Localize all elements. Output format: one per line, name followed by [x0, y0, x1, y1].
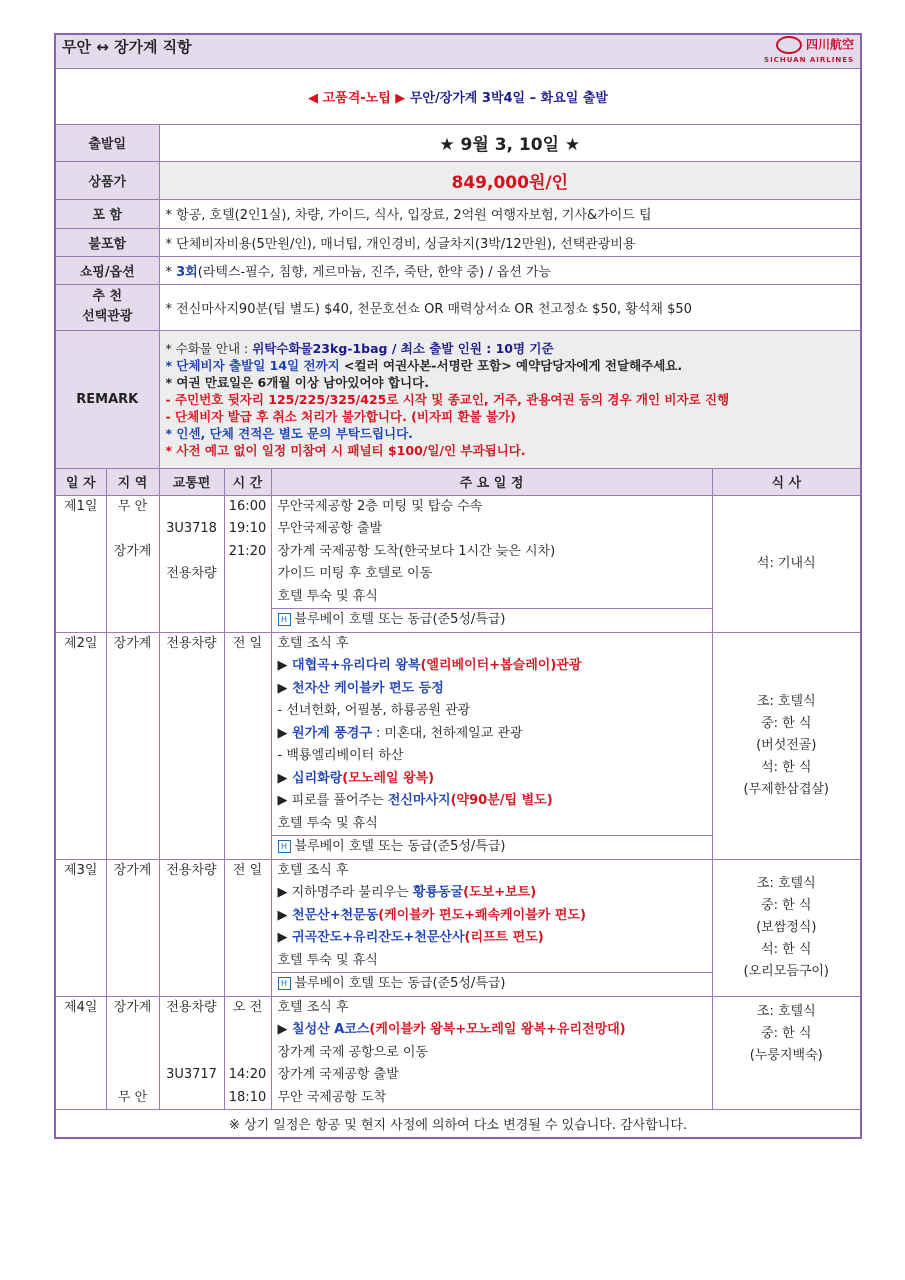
day-plan: 호텔 조식 후 ▶ 지하명주라 불리우는 황룡동굴(도보+보트) ▶ 천문산+천문동(케이블카 편도+쾌속케이블카 편도) ▶ 귀곡잔도+유리잔도+천문산사(리프트 편도) 호텔 투숙 및 휴식 H 블루베이 호텔 또는 동급(준5성/특급): [271, 859, 712, 996]
day-label: 제3일: [64, 862, 98, 878]
day-meals: 조: 호텔식 중: 한 식 (버섯전골) 석: 한 식 (무제한삼겹살): [712, 632, 861, 859]
exclude-label: 불포함: [55, 228, 159, 256]
shopping-value: * 3회(라텍스-필수, 침향, 게르마늄, 진주, 죽탄, 한약 중) / 옵션 가능: [159, 256, 861, 284]
airline-logo: 四川航空 SICHUAN AIRLINES: [764, 37, 855, 65]
remark-line-visa-cancel: - 단체비자 발급 후 취소 처리가 불가합니다. (비자피 환불 불가): [165, 408, 516, 424]
hotel-icon: H: [278, 613, 291, 626]
product-title-row: [55, 68, 861, 124]
include-value: * 항공, 호텔(2인1실), 차량, 가이드, 식사, 입장료, 2억원 여행자보험, 기사&가이드 팁: [159, 199, 861, 228]
remark-row: [55, 330, 861, 468]
day-meals: 조: 호텔식 중: 한 식 (보쌈정식) 석: 한 식 (오리모듬구이): [712, 859, 861, 996]
product-tag: 고품격-노팁: [322, 90, 391, 106]
day-meals: 석: 기내식: [712, 495, 861, 632]
departure-row: [55, 124, 861, 161]
departure-dates: ★ 9월 3, 10일 ★: [159, 124, 861, 161]
day-label: 제4일: [64, 999, 98, 1015]
left-arrow-icon: ◀: [308, 90, 319, 106]
remark-line-passport: * 여권 만료일은 6개월 이상 남아있어야 합니다.: [165, 374, 429, 390]
remark-line-incentive: * 인센, 단체 견적은 별도 문의 부탁드립니다.: [165, 425, 413, 441]
departure-label: 출발일: [55, 124, 159, 161]
remark-content: [159, 330, 861, 468]
day-3-row: 제3일 장가계 전용차량 전 일 호텔 조식 후 ▶ 지하명주라 불리우는 황룡동굴(도보+보트) ▶ 천문산+천문동(케이블카 편도+쾌속케이블카 편도) ▶ 귀곡잔도+유리잔도+천문산사(리프트 편도) 호텔 투숙 및 휴식 H 블루베이 호텔 또는 동급(준5성/특급) 조: 호텔식 중: 한 식 (보쌈정식) 석: 한 식 (오리모듬구이): [55, 859, 861, 996]
exclude-row: [55, 228, 861, 256]
day-plan: 무안국제공항 2층 미팅 및 탑승 수속 무안국제공항 출발 장가계 국제공항 도착(한국보다 1시간 늦은 시차) 가이드 미팅 후 호텔로 이동 호텔 투숙 및 휴식 H 블루베이 호텔 또는 동급(준5성/특급): [271, 495, 712, 632]
day-4-row: 제4일 장가계 무 안 전용차량 3U3717 오 전 14:20 18:10 호텔 조식 후 ▶ 칠성산 A코스(케이블카 왕복+모노레일 왕복+유리전망대) 장가계 국제 공항으로 이동 장가계 국제공항 출발 무안 국제공항 도착 조: 호텔식 중: 한 식 (누룽지백숙): [55, 996, 861, 1110]
price-row: [55, 161, 861, 199]
price-value: 849,000원/인: [159, 161, 861, 199]
col-plan: 주 요 일 정: [271, 468, 712, 495]
hotel-line: H 블루베이 호텔 또는 동급(준5성/특급): [272, 835, 712, 859]
col-place: 지 역: [106, 468, 159, 495]
day-label: 제1일: [64, 498, 98, 514]
col-meal: 식 사: [712, 468, 861, 495]
hotel-icon: H: [278, 977, 291, 990]
itinerary-sheet: [54, 33, 860, 1139]
shopping-count: 3회: [176, 264, 198, 280]
include-label: 포 함: [55, 199, 159, 228]
optional-value: * 전신마사지90분(팁 별도) $40, 천문호선쇼 OR 매력상서쇼 OR 천고정쇼 $50, 황석채 $50: [159, 284, 861, 330]
include-row: [55, 199, 861, 228]
product-title: 무안/장가계 3박4일 – 화요일 출발: [409, 90, 608, 106]
remark-line-baggage: * 수화물 안내 : 위탁수화물23kg-1bag / 최소 출발 인원 : 10명 기준: [165, 340, 554, 356]
price-label: 상품가: [55, 161, 159, 199]
day-meals: 조: 호텔식 중: 한 식 (누룽지백숙): [712, 996, 861, 1110]
route-title: 무안 ↔ 장가계 직항: [62, 38, 192, 57]
remark-label: REMARK: [55, 330, 159, 468]
flight-number: 3U3718: [166, 521, 217, 536]
shopping-row: [55, 256, 861, 284]
day-plan: 호텔 조식 후 ▶ 칠성산 A코스(케이블카 왕복+모노레일 왕복+유리전망대) 장가계 국제 공항으로 이동 장가계 국제공항 출발 무안 국제공항 도착: [271, 996, 712, 1110]
remark-line-penalty: * 사전 예고 없이 일정 미참여 시 패널티 $100/일/인 부과됩니다.: [165, 442, 526, 458]
hotel-line: H 블루베이 호텔 또는 동급(준5성/특급): [272, 608, 712, 632]
day-1-row: 제1일 무 안 장가계 3U3718 전용차량 16:00 19:10 21:20 무안국제공항 2층 미팅 및 탑승 수속 무안국제공항 출발 장가계 국제공항 도착(한국보다 1시간 늦은 시차) 가이드 미팅 후 호텔로 이동 호텔 투숙 및 휴식 H 블루베이 호텔 또는 동급(준5성/특급) 석: 기내식: [55, 495, 861, 632]
right-arrow-icon: ▶: [395, 90, 406, 106]
footer-note: ※ 상기 일정은 항공 및 현지 사정에 의하여 다소 변경될 수 있습니다. 감사합니다.: [55, 1110, 861, 1139]
day-2-row: 제2일 장가계 전용차량 전 일 호텔 조식 후 ▶ 대협곡+유리다리 왕복(엘리베이터+봅슬레이)관광 ▶ 천자산 케이블카 편도 등정 - 선녀헌화, 어필봉, 하룡공원 관광 ▶ 원가계 풍경구 : 미혼대, 천하제일교 관광 - 백룡엘리베이터 하산 ▶ 십리화랑(모노레일 왕복) ▶ 피로를 풀어주는 전신마사지(약90분/팁 별도) 호텔 투숙 및 휴식 H 블루베이 호텔 또는 동급(준5성/특급) 조: 호텔식 중: 한 식 (버섯전골) 석: 한 식 (무제한삼겹살): [55, 632, 861, 859]
col-transport: 교통편: [159, 468, 224, 495]
schedule-header-row: [55, 468, 861, 495]
itinerary-table: [54, 33, 862, 1139]
optional-row: [55, 284, 861, 330]
col-time: 시 간: [224, 468, 271, 495]
airline-emblem-icon: [776, 36, 802, 54]
remark-line-visa-deadline: * 단체비자 출발일 14일 전까지 <컬러 여권사본-서명란 포함> 예약담당자에게 전달해주세요.: [165, 357, 683, 373]
shopping-label: 쇼핑/옵션: [55, 256, 159, 284]
footer-row: [55, 1110, 861, 1139]
header-row: [55, 34, 861, 68]
hotel-icon: H: [278, 840, 291, 853]
flight-number: 3U3717: [166, 1067, 217, 1082]
exclude-value: * 단체비자비용(5만원/인), 매너팁, 개인경비, 싱글차지(3박/12만원), 선택관광비용: [159, 228, 861, 256]
day-plan: 호텔 조식 후 ▶ 대협곡+유리다리 왕복(엘리베이터+봅슬레이)관광 ▶ 천자산 케이블카 편도 등정 - 선녀헌화, 어필봉, 하룡공원 관광 ▶ 원가계 풍경구 : 미혼대, 천하제일교 관광 - 백룡엘리베이터 하산 ▶ 십리화랑(모노레일 왕복) ▶ 피로를 풀어주는 전신마사지(약90분/팁 별도) 호텔 투숙 및 휴식 H 블루베이 호텔 또는 동급(준5성/특급): [271, 632, 712, 859]
optional-label: 추 천 선택관광: [55, 284, 159, 330]
day-label: 제2일: [64, 635, 98, 651]
col-day: 일 자: [55, 468, 106, 495]
remark-line-id-number: - 주민번호 뒷자리 125/225/325/425로 시작 및 종교인, 거주, 관용여권 등의 경우 개인 비자로 진행: [165, 391, 730, 407]
hotel-line: H 블루베이 호텔 또는 동급(준5성/특급): [272, 972, 712, 996]
